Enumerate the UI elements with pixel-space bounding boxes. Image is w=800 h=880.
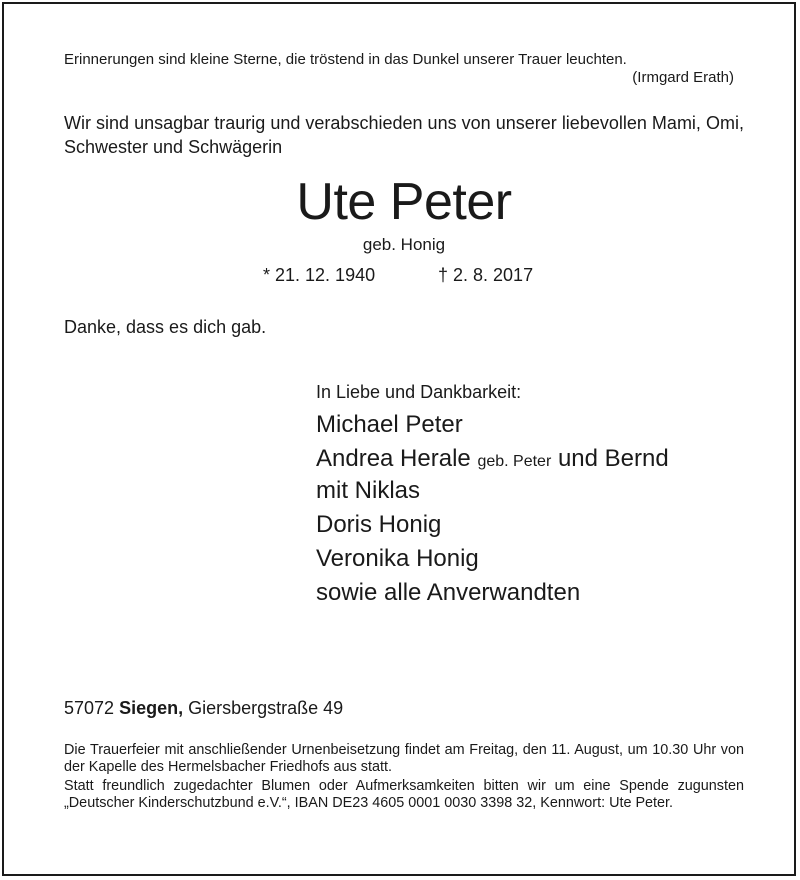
quote-text: Erinnerungen sind kleine Sterne, die tröstend in das Dunkel unserer Trauer leuchten.: [64, 51, 627, 68]
thanks-line: Danke, dass es dich gab.: [64, 317, 267, 337]
obituary-notice: [2, 2, 796, 876]
address-city: Siegen,: [119, 698, 184, 718]
address: [64, 698, 343, 719]
donation-info: Statt freundlich zugedachter Blumen oder Aufmerksamkeiten bitten wir um eine Spende zugunsten „Deutscher Kinderschutzbund e.V.“, IBAN DE23 4605 0001 0030 3398 32, Kennwort: Ute Peter.: [64, 778, 744, 811]
death-date: † 2. 8. 2017: [438, 265, 534, 285]
intro-text: Wir sind unsagbar traurig und verabschieden uns von unserer liebevollen Mami, Omi, Schwester und Schwägerin: [64, 113, 744, 157]
mourner-andrea: [316, 444, 669, 476]
address-zip: 57072: [64, 698, 115, 718]
maiden-name: geb. Honig: [362, 235, 446, 254]
ceremony-info: Die Trauerfeier mit anschließender Urnenbeisetzung findet am Freitag, den 11. August, um 10.30 Uhr von der Kapelle des Hermelsbacher Friedhofs aus statt.: [64, 742, 744, 775]
mourner-veronika: Veronika Honig: [316, 545, 479, 572]
mourners-list: [316, 410, 669, 607]
birth-date: * 21. 12. 1940: [263, 265, 376, 285]
mourner-michael: Michael Peter: [316, 411, 463, 438]
quote-author: (Irmgard Erath): [632, 69, 734, 86]
deceased-name: Ute Peter: [296, 173, 512, 231]
mourner-andrea-children: mit Niklas: [316, 477, 421, 504]
mourner-relatives: sowie alle Anverwandten: [316, 579, 581, 606]
mourners-heading: In Liebe und Dankbarkeit:: [316, 382, 522, 402]
mourner-andrea-maiden: geb. Peter: [477, 453, 552, 470]
mourner-andrea-name: Andrea Herale: [316, 445, 471, 472]
mourner-doris: Doris Honig: [316, 511, 442, 538]
mourner-andrea-partner: und Bernd: [557, 445, 669, 472]
address-street: Giersbergstraße 49: [188, 698, 344, 718]
